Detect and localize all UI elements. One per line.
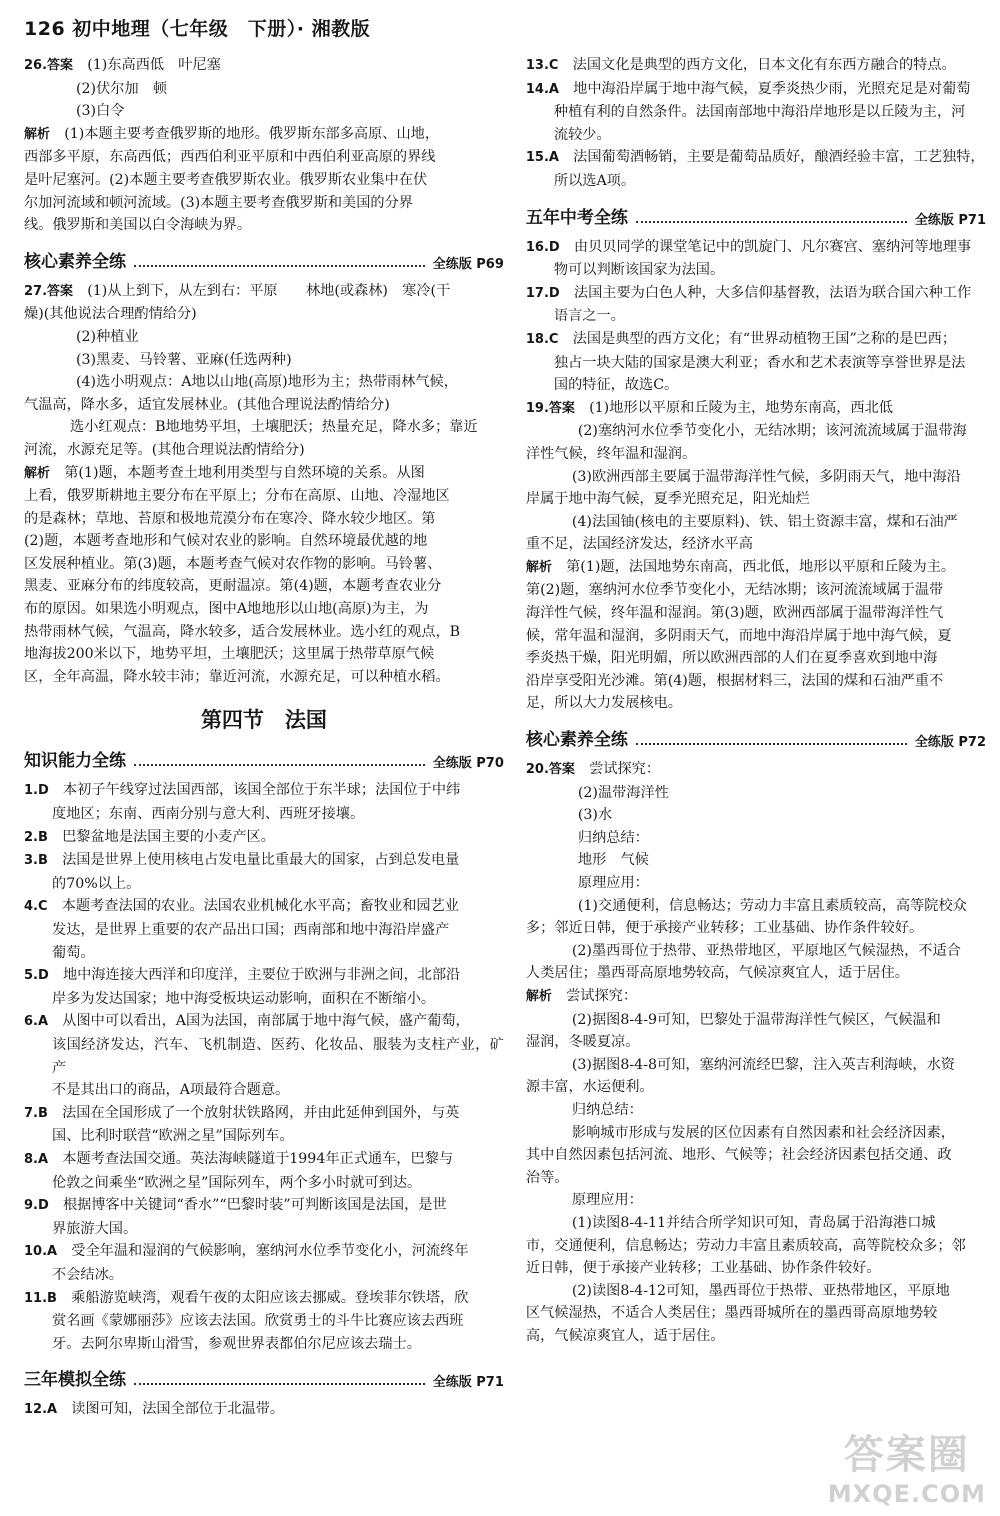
line-text: 上看，俄罗斯耕地主要分布在平原上；分布在高原、山地、冷湿地区 xyxy=(24,488,450,505)
line-text: 地海拔200米以下，地势平坦，土壤肥沃；这里属于热带草原气候 xyxy=(24,646,435,663)
line-text: 第(2)题，塞纳河水位季节变化小，无结冰期；该河流流域属于温带 xyxy=(525,582,944,599)
text-line xyxy=(526,1325,986,1348)
question-answer-line xyxy=(24,779,504,803)
text-line xyxy=(24,643,504,666)
line-text: 独占一块大陆的国家是澳大利亚；香水和艺术表演等享誉世界是法 xyxy=(553,354,966,371)
text-line xyxy=(526,872,986,895)
text-line xyxy=(526,602,986,625)
line-text: 的70%以上。 xyxy=(52,875,141,892)
text-line xyxy=(24,621,504,644)
section-title: 核心素养全练 xyxy=(24,251,126,272)
question-answer-line xyxy=(24,964,504,988)
text-line xyxy=(24,192,504,215)
line-text: 洋性气候，终年温和湿润。 xyxy=(525,445,697,462)
text-line xyxy=(526,1212,986,1235)
section-page-ref: 全练版 P69 xyxy=(432,256,504,272)
line-text: 高，气候凉爽宜人，适于居住。 xyxy=(525,1327,725,1344)
chapter-title: 第四节 法国 xyxy=(200,708,327,733)
question-answer-line xyxy=(24,895,504,919)
line-text: 区，全年高温，降水较丰沛；靠近河流，水源充足，可以种植水稻。 xyxy=(24,668,450,685)
line-text: (2)伏尔加 顿 xyxy=(76,80,168,97)
text-line xyxy=(24,100,504,123)
line-text: 所以选A项。 xyxy=(553,172,636,189)
line-text: 法国是世界上使用核电占发电量比重最大的国家，占到总发电量 xyxy=(62,852,460,869)
line-text: 界旅游大国。 xyxy=(52,1220,138,1237)
text-line xyxy=(526,1167,986,1190)
line-text: 热带雨林气候，气温高，降水较多，适合发展林业。选小红的观点，B xyxy=(24,623,461,640)
analysis-line xyxy=(526,556,986,580)
section-title: 核心素养全练 xyxy=(525,730,628,751)
line-text: (2)塞纳河水位季节变化小，无结冰期；该河流流域属于温带海 xyxy=(577,423,967,440)
text-line xyxy=(526,259,986,282)
section-page-ref: 全练版 P71 xyxy=(432,1375,504,1391)
dotted-leader xyxy=(134,764,425,766)
question-answer-line xyxy=(526,78,986,102)
text-line xyxy=(526,1189,986,1212)
text-line xyxy=(526,488,986,511)
line-text: 地中海连接大西洋和印度洋，主要位于欧洲与非洲之间，北部沿 xyxy=(62,967,461,984)
text-line xyxy=(24,1218,504,1241)
line-text: 种植有利的自然条件。法国南部地中海沿岸地形是以丘陵为主，河 xyxy=(553,104,966,121)
dotted-leader xyxy=(134,265,425,267)
line-text: 季炎热干燥，阳光明媚，所以欧洲西部的人们在夏季喜欢到地中海 xyxy=(525,650,938,667)
text-line xyxy=(526,101,986,124)
text-line xyxy=(24,326,504,349)
line-text: 尔加河流域和顿河流域。(3)本题主要考查俄罗斯和美国的分界 xyxy=(24,194,413,211)
analysis-label: 解析 xyxy=(525,988,552,1004)
line-text: 源丰富，水运便利。 xyxy=(525,1079,654,1096)
line-text: 布的原因。如果选小明观点，图中A地地形以山地(高原)为主，为 xyxy=(24,601,429,618)
text-line xyxy=(24,439,504,462)
text-line xyxy=(526,511,986,534)
question-number: 10.A xyxy=(24,1244,58,1260)
text-line xyxy=(526,443,986,466)
line-text: 乘船游览峡湾，观看午夜的太阳应该去挪威。登埃菲尔铁塔，欣 xyxy=(71,1289,469,1306)
line-text: 燥)(其他说法合理酌情给分) xyxy=(24,306,197,323)
section-heading xyxy=(24,1365,504,1390)
line-text: 近日韩，便于承接产业转移；工业基础、协作条件较好。 xyxy=(525,1260,881,1277)
line-text: 根据博客中关键词“香水”“巴黎时装”可判断该国是法国，是世 xyxy=(62,1197,447,1214)
line-text: 法国是典型的西方文化；有“世界动植物王国”之称的是巴西； xyxy=(572,330,957,347)
question-number: 7.B xyxy=(24,1105,48,1121)
line-text: (1)读图8-4-11并结合所学知识可知，青岛属于沿海港口城 xyxy=(571,1214,936,1231)
text-line xyxy=(526,782,986,805)
line-text: 是叶尼塞河。(2)本题主要考查俄罗斯农业。俄罗斯农业集中在伏 xyxy=(24,171,428,188)
text-line xyxy=(526,374,986,397)
question-number: 1.D xyxy=(24,783,49,799)
question-number: 17.D xyxy=(525,285,560,301)
line-text: 岸属于地中海气候，夏季光照充足，阳光灿烂 xyxy=(525,491,810,508)
line-text: (3)据图8-4-8可知，塞纳河流经巴黎，注入英吉利海峡，水资 xyxy=(571,1056,955,1073)
line-text: 的是森林；草地、苔原和极地荒漠分布在寒冷、降水较少地区。第 xyxy=(24,510,436,527)
line-text: 流较少。 xyxy=(553,126,611,143)
text-line xyxy=(24,371,504,394)
text-line xyxy=(526,466,986,489)
line-text: 尝试探究： xyxy=(589,761,661,778)
text-line xyxy=(24,666,504,689)
analysis-label: 解析 xyxy=(525,559,552,575)
question-number: 6.A xyxy=(24,1014,49,1030)
line-text: (2)温带海洋性 xyxy=(577,784,669,801)
line-text: 海洋性气候，终年温和湿润。第(3)题，欧洲西部属于温带海洋性气 xyxy=(525,605,944,622)
text-line xyxy=(24,803,504,826)
question-answer-line xyxy=(24,1240,504,1264)
question-answer-line xyxy=(526,236,986,260)
text-line xyxy=(526,1257,986,1280)
line-text: 法国葡萄酒畅销，主要是葡萄品质好，酿酒经验丰富，工艺独特， xyxy=(573,149,985,166)
line-text: (1)交通便利，信息畅达；劳动力丰富且素质较高，高等院校众 xyxy=(577,897,967,914)
line-text: 赏名画《蒙娜丽莎》应该去法国。欣赏勇士的斗牛比赛应该去西班 xyxy=(52,1313,464,1330)
analysis-line xyxy=(24,123,504,147)
line-text: 伦敦之间乘坐“欧洲之星”国际列车，两个多小时就可到达。 xyxy=(52,1174,422,1191)
answer-line xyxy=(526,397,986,421)
text-line xyxy=(24,169,504,192)
line-text: 西部多平原，东高西低；西西伯利亚平原和中西伯利亚高原的界线 xyxy=(24,149,436,166)
line-text: (4)选小明观点：A地以山地(高原)地形为主；热带雨林气候， xyxy=(76,374,458,391)
question-answer-line xyxy=(24,826,504,850)
line-text: 归纳总结： xyxy=(577,829,649,846)
answer-line xyxy=(526,758,986,782)
text-line xyxy=(24,146,504,169)
line-text: 本初子午线穿过法国西部，该国全部位于东半球；法国位于中纬 xyxy=(62,782,461,799)
text-line xyxy=(24,303,504,326)
question-number: 9.D xyxy=(24,1198,49,1214)
text-line xyxy=(526,625,986,648)
line-text: 本题考查法国交通。英法海峡隧道于1994年正式通车，巴黎与 xyxy=(62,1150,454,1167)
line-text: 不是其出口的商品，A项最符合题意。 xyxy=(52,1082,290,1099)
question-answer-line xyxy=(24,1287,504,1311)
line-text: 法国主要为白色人种，大多信仰基督教，法语为联合国六种工作 xyxy=(573,284,972,301)
line-text: 尝试探究： xyxy=(566,987,638,1004)
text-line xyxy=(24,1333,504,1356)
answer-line xyxy=(24,54,504,78)
line-text: 沿岸享受阳光沙滩。第(4)题，根据材料三，法国的煤和石油严重不 xyxy=(525,672,944,689)
line-text: 原理应用： xyxy=(577,875,649,891)
text-line xyxy=(24,1264,504,1287)
text-line xyxy=(24,919,504,942)
question-answer-line xyxy=(526,146,986,170)
line-text: 重不足，法国经济发达，经济水平高 xyxy=(525,536,753,553)
text-line xyxy=(24,873,504,896)
question-answer-line xyxy=(526,282,986,306)
line-text: (1)地形以平原和丘陵为主，地势东南高，西北低 xyxy=(589,399,893,416)
text-line xyxy=(24,394,504,417)
line-text: 受全年温和湿润的气候影响，塞纳河水位季节变化小，河流终年 xyxy=(71,1243,469,1260)
text-line xyxy=(526,579,986,602)
line-text: 足，所以大力发展核电。 xyxy=(525,695,682,712)
line-text: 语言之一。 xyxy=(553,308,625,325)
text-line xyxy=(526,895,986,918)
line-text: (3)水 xyxy=(577,807,613,824)
text-line xyxy=(24,553,504,576)
line-text: 归纳总结： xyxy=(571,1101,643,1118)
question-number: 3.B xyxy=(24,853,48,869)
line-text: 第(1)题，本题考查土地利用类型与自然环境的关系。从图 xyxy=(64,464,425,481)
text-line xyxy=(24,575,504,598)
text-line xyxy=(24,349,504,372)
line-text: 国、比利时联营“欧洲之星”国际列车。 xyxy=(52,1128,294,1145)
text-line xyxy=(526,1235,986,1258)
section-title: 五年中考全练 xyxy=(525,207,628,228)
section-heading xyxy=(526,725,986,750)
right-column xyxy=(526,54,986,1422)
dotted-leader xyxy=(636,221,907,223)
text-line xyxy=(24,214,504,237)
section-heading xyxy=(526,203,986,228)
question-number: 2.B xyxy=(24,829,48,845)
line-text: (1)从上到下，从左到右：平原 林地(或森林) 寒冷(干 xyxy=(87,282,451,299)
section-title: 知识能力全练 xyxy=(24,751,126,772)
section-page-ref: 全练版 P71 xyxy=(914,212,986,228)
text-line xyxy=(24,1125,504,1148)
question-number: 20.答案 xyxy=(525,762,575,778)
question-number: 27.答案 xyxy=(24,283,74,299)
text-line xyxy=(526,917,986,940)
text-line xyxy=(24,1034,504,1079)
text-line xyxy=(526,692,986,715)
text-line xyxy=(526,1031,986,1054)
text-line xyxy=(526,1054,986,1077)
question-answer-line xyxy=(24,849,504,873)
text-line xyxy=(526,420,986,443)
line-text: 从图中可以看出，A国为法国，南部属于地中海气候，盛产葡萄， xyxy=(62,1013,470,1030)
text-line xyxy=(24,942,504,965)
question-answer-line xyxy=(24,1010,504,1034)
line-text: 选小红观点：B地地势平坦，土壤肥沃；热量充足，降水多；靠近 xyxy=(70,419,478,436)
line-text: 地中海沿岸属于地中海气候，夏季炎热少雨，光照充足是对葡萄 xyxy=(573,80,971,97)
text-line xyxy=(24,988,504,1011)
question-number: 19.答案 xyxy=(525,400,575,416)
analysis-line xyxy=(526,985,986,1009)
text-line xyxy=(526,849,986,872)
question-answer-line xyxy=(24,1148,504,1172)
text-line xyxy=(24,1310,504,1333)
text-line xyxy=(24,416,504,439)
line-text: (3)欧洲西部主要属于温带海洋性气候，多阴雨天气，地中海沿 xyxy=(571,468,961,485)
text-line xyxy=(24,1079,504,1102)
line-text: (2)据图8-4-9可知，巴黎处于温带海洋性气候区，气候温和 xyxy=(571,1011,941,1028)
text-line xyxy=(24,598,504,621)
line-text: (3)黑麦、马铃薯、亚麻(任选两种) xyxy=(76,351,292,368)
analysis-line xyxy=(24,462,504,486)
line-text: 物可以判断该国家为法国。 xyxy=(553,262,725,279)
text-line xyxy=(526,1280,986,1303)
line-text: 法国在全国形成了一个放射状铁路网，并由此延伸到国外，与英 xyxy=(62,1104,460,1121)
watermark-logo xyxy=(828,1423,986,1508)
section-page-ref: 全练版 P72 xyxy=(914,735,986,751)
text-line xyxy=(526,1144,986,1167)
line-text: 该国经济发达，汽车、飞机制造、医药、化妆品、服装为支柱产业，矿产 xyxy=(52,1036,504,1076)
line-text: 多；邻近日韩，便于承接产业转移；工业基础、协作条件较好。 xyxy=(525,920,924,937)
text-line xyxy=(24,78,504,101)
dotted-leader xyxy=(134,1383,425,1385)
line-text: (2)墨西哥位于热带、亚热带地区，平原地区气候湿热，不适合 xyxy=(571,942,961,959)
line-text: 其中自然因素包括河流、地形、气候等；社会经济因素包括交通、政 xyxy=(525,1147,952,1164)
question-number: 12.A xyxy=(24,1402,58,1418)
question-number: 18.C xyxy=(525,331,559,347)
line-text: 气温高，降水多，适宜发展林业。(其他合理说法酌情给分) xyxy=(24,396,390,413)
text-line xyxy=(526,124,986,147)
line-text: 候，常年温和湿润，多阴雨天气，而地中海沿岸属于地中海气候，夏 xyxy=(525,627,952,644)
question-number: 26.答案 xyxy=(24,58,74,73)
text-line xyxy=(526,1076,986,1099)
line-text: 原理应用： xyxy=(571,1192,643,1209)
line-text: 区气候湿热，不适合人类居住；墨西哥城所在的墨西哥高原地势较 xyxy=(525,1305,938,1322)
line-text: 线。俄罗斯和美国以白令海峡为界。 xyxy=(24,217,252,234)
text-line xyxy=(24,508,504,531)
question-number: 16.D xyxy=(525,239,560,255)
line-text: 由贝贝同学的课堂笔记中的凯旋门、凡尔赛宫、塞纳河等地理事 xyxy=(573,238,972,255)
line-text: 岸多为发达国家；地中海受板块运动影响，面积在不断缩小。 xyxy=(52,990,436,1007)
line-text: (2)种植业 xyxy=(76,328,139,345)
line-text: (1)东高西低 叶尼塞 xyxy=(87,57,221,73)
question-number: 8.A xyxy=(24,1151,49,1167)
text-line xyxy=(526,170,986,193)
section-title: 三年模拟全练 xyxy=(24,1370,126,1391)
text-line xyxy=(526,352,986,375)
line-text: (3)白令 xyxy=(76,103,125,120)
text-line xyxy=(526,1302,986,1325)
question-number: 5.D xyxy=(24,968,49,984)
question-number: 4.C xyxy=(24,899,48,915)
text-line xyxy=(526,670,986,693)
question-number: 13.C xyxy=(525,58,559,73)
question-number: 11.B xyxy=(24,1290,57,1306)
question-number: 15.A xyxy=(525,150,559,166)
line-text: 人类居住；墨西哥高原地势较高，气候凉爽宜人，适于居住。 xyxy=(525,965,909,982)
line-text: 市，交通便利，信息畅达；劳动力丰富且素质较高，高等院校众多；邻 xyxy=(525,1237,966,1254)
line-text: (2)题，本题考查地形和气候对农业的影响。自然环境最优越的地 xyxy=(24,533,428,550)
line-text: (1)本题主要考查俄罗斯的地形。俄罗斯东部多高原、山地， xyxy=(64,125,440,142)
text-line xyxy=(526,962,986,985)
line-text: 黑麦、亚麻分布的纬度较高，更耐温凉。第(4)题，本题考查农业分 xyxy=(24,578,442,595)
line-text: 治等。 xyxy=(525,1169,569,1186)
text-line xyxy=(526,533,986,556)
section-page-ref: 全练版 P70 xyxy=(432,756,504,772)
line-text: 地形 气候 xyxy=(577,852,649,869)
line-text: 影响城市形成与发展的区位因素有自然因素和社会经济因素， xyxy=(571,1124,955,1141)
page-header: 126 初中地理（七年级 下册）· 湘教版 xyxy=(24,18,371,40)
section-heading xyxy=(24,746,504,771)
text-line xyxy=(24,530,504,553)
line-text: (4)法国铀(核电的主要原料)、铁、铝土资源丰富，煤和石油严 xyxy=(571,513,958,530)
line-text: 第(1)题，法国地势东南高，西北低，地形以平原和丘陵为主。 xyxy=(566,558,956,575)
line-text: 牙。去阿尔卑斯山滑雪，参观世界表都伯尔尼应该去瑞士。 xyxy=(52,1335,421,1352)
text-line xyxy=(526,1122,986,1145)
line-text: 本题考查法国的农业。法国农业机械化水平高；畜牧业和园艺业 xyxy=(61,898,459,915)
text-line xyxy=(526,647,986,670)
text-line xyxy=(526,940,986,963)
line-text: 读图可知，法国全部位于北温带。 xyxy=(71,1401,285,1418)
line-text: 河流，水源充足等。(其他合理说法酌情给分) xyxy=(24,441,305,458)
line-text: 葡萄。 xyxy=(52,944,95,961)
text-line xyxy=(24,1172,504,1195)
analysis-label: 解析 xyxy=(24,465,51,481)
line-text: 法国文化是典型的西方文化，日本文化有东西方融合的特点。 xyxy=(572,57,956,73)
question-answer-line xyxy=(24,1194,504,1218)
line-text: 区发展种植业。第(3)题，本题考查气候对农作物的影响。马铃薯、 xyxy=(24,555,442,572)
question-answer-line xyxy=(526,54,986,78)
watermark-text: 答案圈 xyxy=(843,1432,970,1478)
question-number: 14.A xyxy=(525,81,559,97)
question-answer-line xyxy=(24,1398,504,1422)
answer-line xyxy=(24,280,504,304)
line-text: 巴黎盆地是法国主要的小麦产区。 xyxy=(62,828,275,845)
text-line xyxy=(526,827,986,850)
text-line xyxy=(526,804,986,827)
watermark-url: MXQE.COM xyxy=(827,1480,986,1508)
text-line xyxy=(526,305,986,328)
line-text: 湿润，冬暖夏凉。 xyxy=(525,1034,640,1051)
line-text: (2)读图8-4-12可知，墨西哥位于热带、亚热带地区，平原地 xyxy=(571,1282,950,1299)
line-text: 不会结冰。 xyxy=(52,1266,123,1283)
question-answer-line xyxy=(526,328,986,352)
line-text: 发达，是世界上重要的农产品出口国；西南部和地中海沿岸盛产 xyxy=(52,922,450,938)
text-line xyxy=(24,485,504,508)
left-column xyxy=(24,54,504,1422)
text-line xyxy=(526,1009,986,1032)
analysis-label: 解析 xyxy=(24,126,51,142)
text-line xyxy=(526,1099,986,1122)
line-text: 度地区；东南、西南分别与意大利、西班牙接壤。 xyxy=(52,806,365,823)
dotted-leader xyxy=(636,743,907,745)
line-text: 国的特征，故选C。 xyxy=(553,377,679,394)
section-heading xyxy=(24,247,504,272)
question-answer-line xyxy=(24,1102,504,1126)
